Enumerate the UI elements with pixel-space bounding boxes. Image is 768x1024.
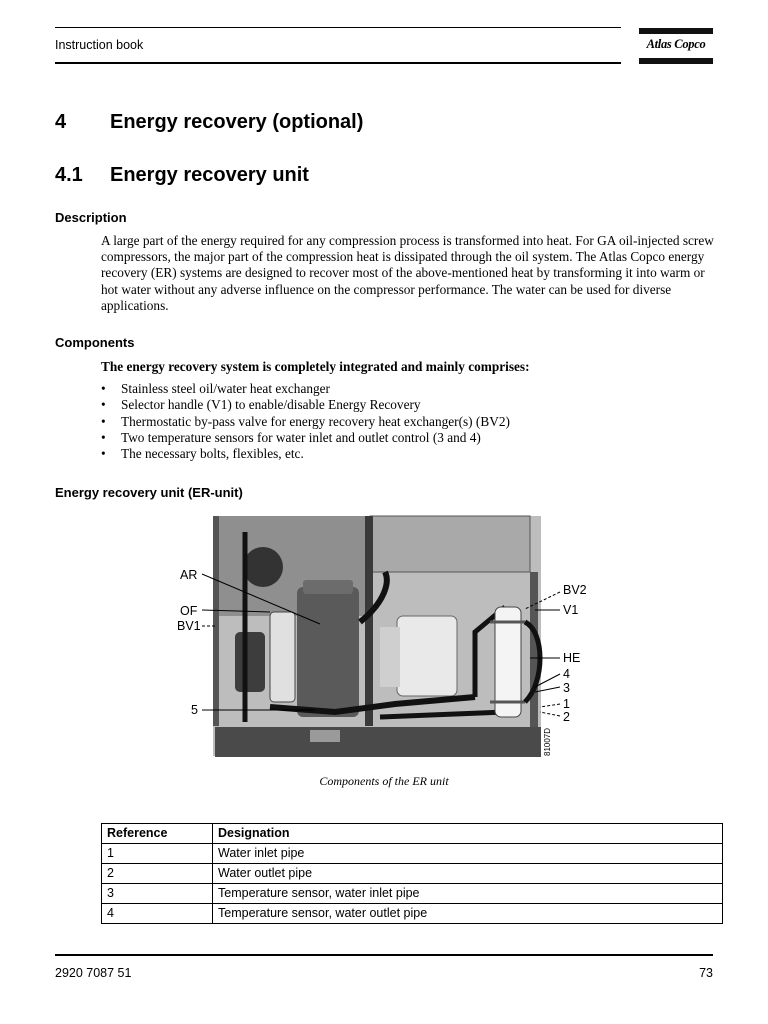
label-bv1: BV1 [177, 619, 201, 633]
figure-code: 81007D [543, 727, 552, 756]
label-ar: AR [180, 568, 198, 582]
label-5: 5 [191, 703, 198, 717]
components-lead: The energy recovery system is completely integrated and mainly comprises: [101, 359, 530, 374]
description-heading: Description [55, 210, 127, 225]
er-unit-illustration [175, 512, 595, 762]
table-cell: Water outlet pipe [213, 864, 723, 884]
label-he: HE [563, 651, 581, 665]
table-header-row [102, 824, 723, 844]
list-item: • Thermostatic by-pass valve for energy recovery heat exchanger(s) (BV2) [101, 414, 510, 430]
label-bv2: BV2 [563, 583, 587, 597]
subsection-title: Energy recovery unit [110, 164, 309, 186]
table-cell: 4 [102, 904, 213, 924]
label-3: 3 [563, 681, 570, 695]
reference-table [101, 823, 723, 924]
label-2: 2 [563, 710, 570, 724]
table-row [102, 864, 723, 884]
subsection-number: 4.1 [55, 164, 83, 186]
document-number: 2920 7087 51 [55, 966, 132, 980]
list-item: • The necessary bolts, flexibles, etc. [101, 446, 510, 462]
footer-rule [55, 954, 713, 956]
figure-caption: Components of the ER unit [319, 774, 449, 788]
table-header-reference: Reference [102, 824, 213, 844]
header-top-rule [55, 27, 621, 28]
table-header-designation: Designation [213, 824, 723, 844]
table-cell: 1 [102, 844, 213, 864]
header-label: Instruction book [55, 38, 144, 52]
description-text: A large part of the energy required for any compression process is transformed into heat. For GA oil-injected screw compressors, the major part of the compression heat is dissipated through the oil system. The Atlas Copco energy recovery (ER) systems are designed to recover most of the above-mentioned heat by transforming it into warm or hot water without any adverse influence on the compressor performance. The water can be used for diverse applications. [101, 233, 714, 313]
table-cell: Water inlet pipe [213, 844, 723, 864]
table-cell: 2 [102, 864, 213, 884]
list-item: • Stainless steel oil/water heat exchanger [101, 381, 510, 397]
section-number: 4 [55, 111, 67, 133]
table-cell: Temperature sensor, water outlet pipe [213, 904, 723, 924]
list-item: • Selector handle (V1) to enable/disable Energy Recovery [101, 397, 510, 413]
table-row [102, 904, 723, 924]
table-cell: Temperature sensor, water inlet pipe [213, 884, 723, 904]
label-of: OF [180, 604, 198, 618]
label-4: 4 [563, 667, 570, 681]
label-1: 1 [563, 697, 570, 711]
table-cell: 3 [102, 884, 213, 904]
header-bottom-rule [55, 62, 621, 64]
section-title: Energy recovery (optional) [110, 111, 364, 133]
components-list [101, 381, 510, 462]
er-unit-figure [175, 512, 595, 762]
figure-heading: Energy recovery unit (ER-unit) [55, 485, 243, 500]
components-heading: Components [55, 335, 135, 350]
table-row [102, 884, 723, 904]
label-v1: V1 [563, 603, 579, 617]
atlas-copco-logo [639, 28, 713, 64]
logo-text: Atlas Copco [646, 37, 706, 51]
table-row [102, 844, 723, 864]
page-number: 73 [699, 966, 713, 980]
list-item: • Two temperature sensors for water inlet and outlet control (3 and 4) [101, 430, 510, 446]
